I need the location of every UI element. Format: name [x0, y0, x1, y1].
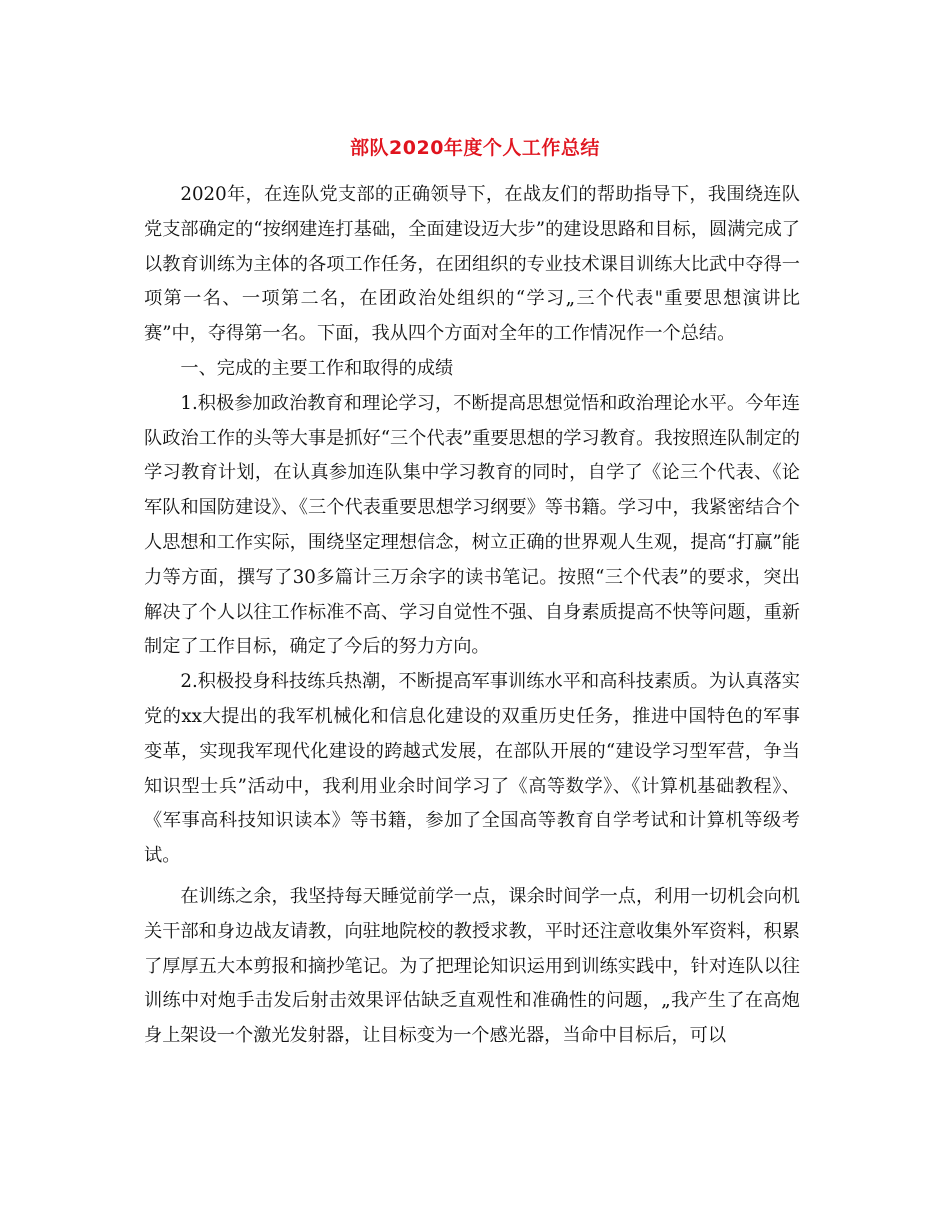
paragraph-training: 在训练之余，我坚持每天睡觉前学一点，课余时间学一点，利用一切机会向机关干部和身边战友请教，向驻地院校的教授求教，平时还注意收集外军资料，积累了厚厚五大本剪报和摘抄笔记。为了把理论知识运用到训练实践中，针对连队以往训练中对炮手击发后射击效果评估缺乏直观性和准确性的问题，„我产生了在高炮身上架设一个激光发射器，让目标变为一个感光器，当命中目标后，可以 — [144, 885, 800, 1047]
document-body — [144, 172, 800, 1054]
paragraph-intro: 2020年，在连队党支部的正确领导下，在战友们的帮助指导下，我围绕连队党支部确定的“按纲建连打基础，全面建设迈大步”的建设思路和目标，圆满完成了以教育训练为主体的各项工作任务，在团组织的专业技术课目训练大比武中夺得一项第一名、一项第二名，在团政治处组织的“学习„三个代表"重要思想演讲比赛”中，夺得第一名。下面，我从四个方面对全年的工作情况作一个总结。 — [144, 184, 800, 345]
section-heading-1: 一、完成的主要工作和取得的成绩 — [180, 357, 454, 379]
document-title: 部队2020年度个人工作总结 — [350, 137, 600, 159]
paragraph-item-1: 1.积极参加政治教育和理论学习，不断提高思想觉悟和政治理论水平。今年连队政治工作的头等大事是抓好“三个代表”重要思想的学习教育。我按照连队制定的学习教育计划，在认真参加连队集中学习教育的同时，自学了《论三个代表、《论军队和国防建设》、《三个代表重要思想学习纲要》等书籍。学习中，我紧密结合个人思想和工作实际，围绕坚定理想信念，树立正确的世界观人生观，提高“打赢”能力等方面，撰写了30多篇计三万余字的读书笔记。按照“三个代表”的要求，突出解决了个人以往工作标准不高、学习自觉性不强、自身素质提高不快等问题，重新制定了工作目标，确定了今后的努力方向。 — [144, 392, 800, 658]
paragraph-item-2: 2.积极投身科技练兵热潮，不断提高军事训练水平和高科技素质。为认真落实党的xx大提出的我军机械化和信息化建设的双重历史任务，推进中国特色的军事变革，实现我军现代化建设的跨越式发展，在部队开展的“建设学习型军营，争当知识型士兵”活动中，我利用业余时间学习了《高等数学》、《计算机基础教程》、《军事高科技知识读本》等书籍，参加了全国高等教育自学考试和计算机等级考试。 — [144, 671, 800, 867]
